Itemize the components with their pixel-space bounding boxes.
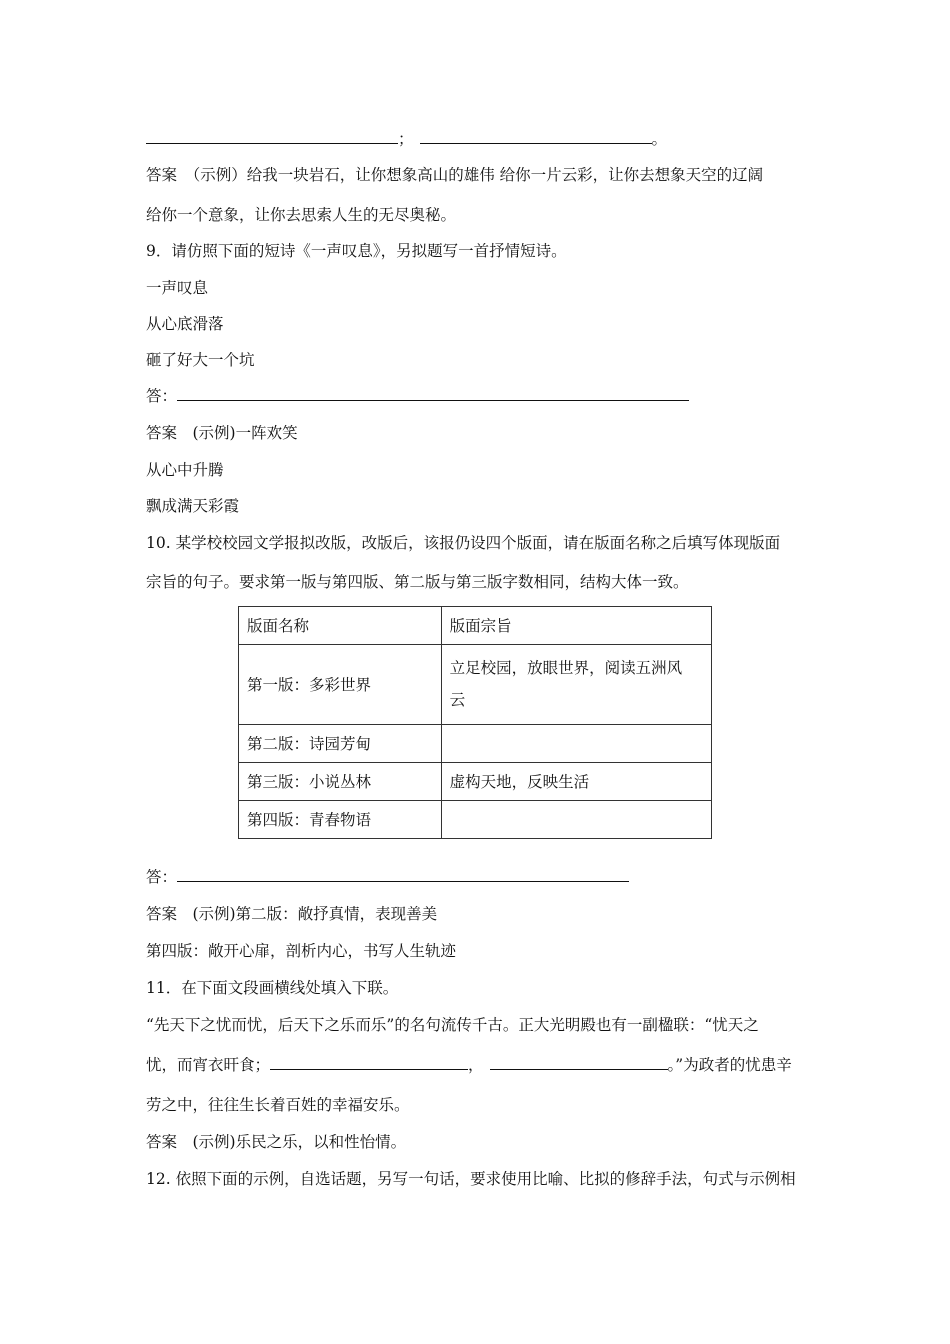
answer-9-line2: 从心中升腾 (146, 461, 224, 479)
table-row (239, 645, 712, 725)
question-11: 11．在下面文段画横线处填入下联。 (146, 979, 399, 997)
table-cell (441, 645, 711, 725)
answer-8-line2: 给你一个意象，让你去思索人生的无尽奥秘。 (146, 206, 457, 224)
answer-prefix: 答： (146, 868, 178, 886)
question-10-line2: 宗旨的句子。要求第一版与第四版、第二版与第三版字数相同，结构大体一致。 (146, 573, 689, 591)
answer-blank[interactable] (420, 129, 652, 144)
poem-line: 砸了好大一个坑 (146, 351, 255, 369)
question-11-text1: “先天下之忧而忧，后天下之乐而乐”的名句流传千古。正大光明殿也有一副楹联：“忧天之 (146, 1016, 759, 1034)
question-12: 12. 依照下面的示例，自选话题，另写一句话，要求使用比喻、比拟的修辞手法，句式与示例相 (146, 1170, 796, 1188)
text-segment: 忧，而宵衣旰食； (146, 1056, 271, 1074)
question-11-text2 (146, 1054, 792, 1076)
poem-line: 一声叹息 (146, 279, 209, 297)
period: 。 (651, 130, 668, 148)
answer-9-line3: 飘成满天彩霞 (146, 497, 240, 515)
table-row (239, 801, 712, 839)
question-9: 9．请仿照下面的短诗《一声叹息》，另拟题写一首抒情短诗。 (146, 242, 567, 260)
table-cell: 虚构天地，反映生活 (441, 763, 711, 801)
layout-table (238, 606, 712, 839)
table-cell: 第四版：青春物语 (239, 801, 442, 839)
answer-line-10 (146, 866, 629, 888)
table-header-cell: 版面宗旨 (441, 607, 711, 645)
answer-blank[interactable] (146, 129, 398, 144)
answer-11: 答案 (示例)乐民之乐，以和性怡情。 (146, 1133, 407, 1151)
table-header-cell: 版面名称 (239, 607, 442, 645)
answer-10-line2: 第四版：敞开心扉，剖析内心，书写人生轨迹 (146, 942, 457, 960)
answer-blank[interactable] (270, 1055, 468, 1070)
question-10-line1: 10. 某学校校园文学报拟改版，改版后，该报仍设四个版面，请在版面名称之后填写体现版面 (146, 534, 781, 552)
answer-10-line1: 答案 (示例)第二版：敞抒真情，表现善美 (146, 905, 438, 923)
table-cell-empty[interactable] (441, 801, 711, 839)
cell-line: 云 (449, 690, 466, 709)
answer-8-line1: 答案 （示例）给我一块岩石，让你想象高山的雄伟 给你一片云彩，让你去想象天空的辽阔 (146, 166, 764, 184)
poem-line: 从心底滑落 (146, 315, 224, 333)
table-row (239, 763, 712, 801)
answer-blank[interactable] (177, 867, 629, 882)
text-segment: 。”为政者的忧患辛 (667, 1056, 792, 1074)
cell-line: 立足校园，放眼世界，阅读五洲风 (449, 658, 683, 677)
answer-9-line1: 答案 (示例)一阵欢笑 (146, 424, 298, 442)
table-row (239, 725, 712, 763)
table-cell: 第二版：诗园芳甸 (239, 725, 442, 763)
answer-prefix: 答： (146, 387, 178, 405)
table-cell: 第一版：多彩世界 (239, 645, 442, 725)
fill-line-8 (146, 128, 667, 150)
answer-line-9 (146, 385, 689, 407)
answer-blank[interactable] (177, 386, 689, 401)
question-11-text3: 劳之中，往往生长着百姓的幸福安乐。 (146, 1096, 410, 1114)
text-segment: ， (468, 1056, 484, 1074)
separator: ； (398, 130, 414, 148)
table-cell-empty[interactable] (441, 725, 711, 763)
answer-blank[interactable] (490, 1055, 668, 1070)
table-header-row (239, 607, 712, 645)
table-cell: 第三版：小说丛林 (239, 763, 442, 801)
